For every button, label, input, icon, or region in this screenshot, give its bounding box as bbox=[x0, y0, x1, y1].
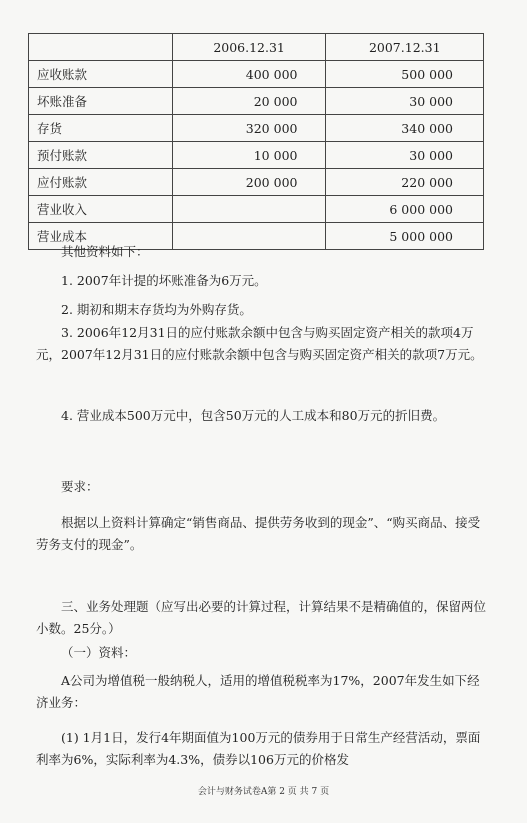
other-info-heading: 其他资料如下： bbox=[61, 244, 149, 259]
value-2007: 30 000 bbox=[326, 88, 484, 115]
row-label: 应收账款 bbox=[29, 61, 173, 88]
table-row bbox=[29, 115, 484, 142]
table-row bbox=[29, 169, 484, 196]
header-cell-2006: 2006.12.31 bbox=[172, 34, 326, 61]
value-2007: 340 000 bbox=[326, 115, 484, 142]
value-2007: 30 000 bbox=[326, 142, 484, 169]
info-item-1: 1. 2007年计提的坏账准备为6万元。 bbox=[61, 273, 267, 288]
table-row bbox=[29, 61, 484, 88]
row-label: 营业成本 bbox=[29, 223, 173, 250]
value-2006: 20 000 bbox=[172, 88, 326, 115]
business-item-1: (1) 1月1日，发行4年期面值为100万元的债券用于日常生产经营活动，票面利率为6%，实际利率为4.3%，债券以106万元的价格发 bbox=[36, 730, 481, 767]
table-row bbox=[29, 142, 484, 169]
info-item-2: 2. 期初和期末存货均为外购存货。 bbox=[61, 302, 252, 317]
row-label: 坏账准备 bbox=[29, 88, 173, 115]
header-cell-blank bbox=[29, 34, 173, 61]
page-footer: 会计与财务试卷A第 2 页 共 7 页 bbox=[197, 787, 330, 797]
value-2006: 320 000 bbox=[172, 115, 326, 142]
info-item-4: 4. 营业成本500万元中，包含50万元的人工成本和80万元的折旧费。 bbox=[61, 408, 446, 423]
value-2006: 10 000 bbox=[172, 142, 326, 169]
requirement-text: 根据以上资料计算确定“销售商品、提供劳务收到的现金”、“购买商品、接受劳务支付的现金”。 bbox=[36, 515, 481, 552]
table-row bbox=[29, 88, 484, 115]
section-3-heading: 三、业务处理题（应写出必要的计算过程，计算结果不是精确值的，保留两位小数。25分。） bbox=[36, 599, 487, 636]
balance-table bbox=[28, 33, 484, 250]
value-2006: 400 000 bbox=[172, 61, 326, 88]
value-2006 bbox=[172, 196, 326, 223]
requirement-label: 要求： bbox=[61, 479, 99, 494]
value-2007: 6 000 000 bbox=[326, 196, 484, 223]
company-intro: A公司为增值税一般纳税人，适用的增值税税率为17%，2007年发生如下经济业务： bbox=[36, 673, 480, 710]
value-2007: 5 000 000 bbox=[326, 223, 484, 250]
header-cell-2007: 2007.12.31 bbox=[326, 34, 484, 61]
value-2006: 200 000 bbox=[172, 169, 326, 196]
row-label: 存货 bbox=[29, 115, 173, 142]
row-label: 应付账款 bbox=[29, 169, 173, 196]
subsection-1-heading: （一）资料： bbox=[61, 645, 137, 660]
table-row bbox=[29, 196, 484, 223]
value-2007: 500 000 bbox=[326, 61, 484, 88]
value-2007: 220 000 bbox=[326, 169, 484, 196]
row-label: 预付账款 bbox=[29, 142, 173, 169]
row-label: 营业收入 bbox=[29, 196, 173, 223]
table-header-row bbox=[29, 34, 484, 61]
info-item-3: 3. 2006年12月31日的应付账款余额中包含与购买固定资产相关的款项4万元，2007年12月31日的应付账款余额中包含与购买固定资产相关的款项7万元。 bbox=[36, 325, 483, 362]
